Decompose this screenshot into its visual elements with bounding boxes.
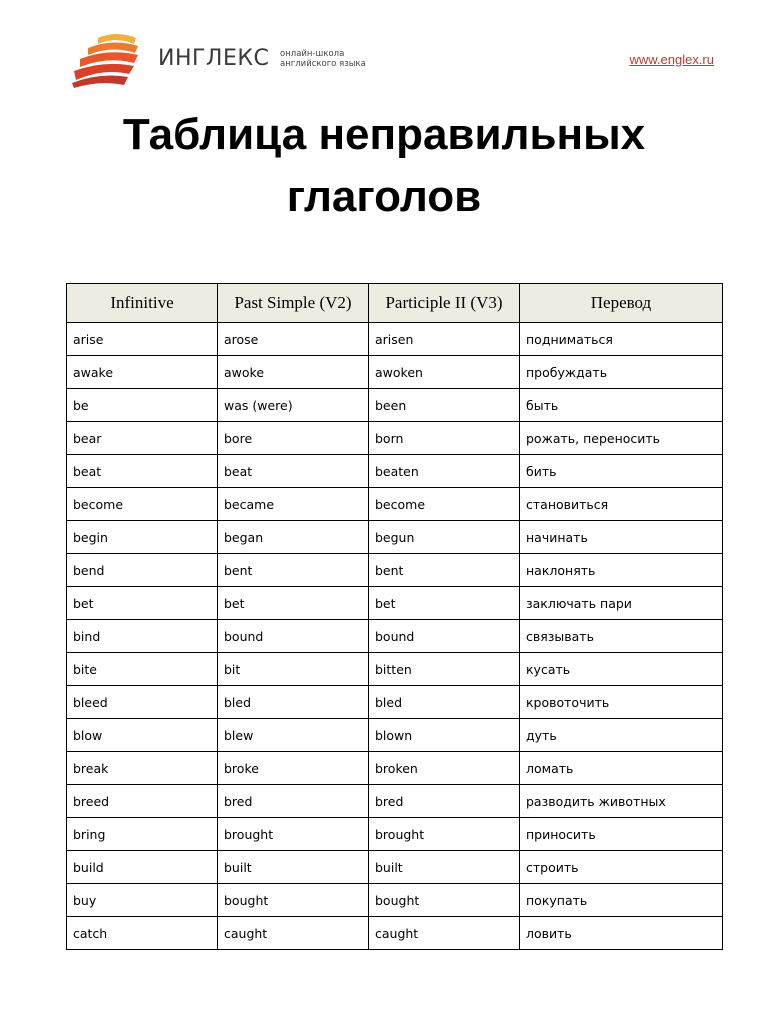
participle-cell: become (369, 488, 520, 521)
table-row (67, 818, 723, 851)
table-row (67, 884, 723, 917)
past-simple-cell: beat (218, 455, 369, 488)
past-simple-cell: bent (218, 554, 369, 587)
table-row (67, 488, 723, 521)
infinitive-cell: be (67, 389, 218, 422)
participle-cell: bitten (369, 653, 520, 686)
participle-cell: built (369, 851, 520, 884)
infinitive-cell: begin (67, 521, 218, 554)
translation-cell: ломать (520, 752, 723, 785)
infinitive-cell: bend (67, 554, 218, 587)
translation-cell: дуть (520, 719, 723, 752)
infinitive-cell: bind (67, 620, 218, 653)
infinitive-cell: arise (67, 323, 218, 356)
flag-logo-icon (72, 32, 152, 88)
participle-cell: bet (369, 587, 520, 620)
infinitive-cell: become (67, 488, 218, 521)
table-row (67, 422, 723, 455)
table-row (67, 851, 723, 884)
translation-cell: наклонять (520, 554, 723, 587)
page-title (0, 104, 768, 228)
infinitive-cell: bite (67, 653, 218, 686)
past-simple-cell: bit (218, 653, 369, 686)
past-simple-cell: bet (218, 587, 369, 620)
past-simple-cell: bound (218, 620, 369, 653)
infinitive-cell: break (67, 752, 218, 785)
table-row (67, 752, 723, 785)
translation-cell: кровоточить (520, 686, 723, 719)
infinitive-cell: breed (67, 785, 218, 818)
table-row (67, 653, 723, 686)
table-row (67, 620, 723, 653)
translation-cell: связывать (520, 620, 723, 653)
table-row (67, 356, 723, 389)
translation-cell: рожать, переносить (520, 422, 723, 455)
table-row (67, 587, 723, 620)
participle-cell: arisen (369, 323, 520, 356)
past-simple-cell: was (were) (218, 389, 369, 422)
infinitive-cell: awake (67, 356, 218, 389)
past-simple-cell: bore (218, 422, 369, 455)
infinitive-cell: build (67, 851, 218, 884)
translation-cell: приносить (520, 818, 723, 851)
past-simple-cell: bred (218, 785, 369, 818)
participle-cell: begun (369, 521, 520, 554)
table-body (67, 323, 723, 950)
infinitive-cell: beat (67, 455, 218, 488)
infinitive-cell: catch (67, 917, 218, 950)
infinitive-cell: bet (67, 587, 218, 620)
translation-cell: бить (520, 455, 723, 488)
table-header-row (67, 284, 723, 323)
past-simple-cell: brought (218, 818, 369, 851)
page-title-line1: Таблица неправильных (122, 110, 646, 159)
infinitive-cell: bear (67, 422, 218, 455)
table-row (67, 917, 723, 950)
column-header-participle: Participle II (V3) (369, 284, 520, 323)
translation-cell: пробуждать (520, 356, 723, 389)
table-row (67, 323, 723, 356)
translation-cell: быть (520, 389, 723, 422)
translation-cell: разводить животных (520, 785, 723, 818)
participle-cell: bought (369, 884, 520, 917)
participle-cell: broken (369, 752, 520, 785)
past-simple-cell: bled (218, 686, 369, 719)
table-row (67, 521, 723, 554)
table-row (67, 719, 723, 752)
translation-cell: ловить (520, 917, 723, 950)
participle-cell: bled (369, 686, 520, 719)
table-row (67, 389, 723, 422)
past-simple-cell: built (218, 851, 369, 884)
table-row (67, 455, 723, 488)
site-link[interactable]: www.englex.ru (629, 52, 714, 67)
past-simple-cell: awoke (218, 356, 369, 389)
translation-cell: подниматься (520, 323, 723, 356)
table-row (67, 554, 723, 587)
infinitive-cell: bleed (67, 686, 218, 719)
participle-cell: born (369, 422, 520, 455)
logo-tagline (280, 49, 366, 69)
infinitive-cell: blow (67, 719, 218, 752)
translation-cell: становиться (520, 488, 723, 521)
participle-cell: bred (369, 785, 520, 818)
column-header-infinitive: Infinitive (67, 284, 218, 323)
participle-cell: caught (369, 917, 520, 950)
infinitive-cell: bring (67, 818, 218, 851)
column-header-past-simple: Past Simple (V2) (218, 284, 369, 323)
translation-cell: заключать пари (520, 587, 723, 620)
participle-cell: blown (369, 719, 520, 752)
participle-cell: bound (369, 620, 520, 653)
participle-cell: beaten (369, 455, 520, 488)
past-simple-cell: became (218, 488, 369, 521)
translation-cell: кусать (520, 653, 723, 686)
logo-tagline-line2: английского языка (280, 59, 366, 69)
table-row (67, 785, 723, 818)
translation-cell: покупать (520, 884, 723, 917)
participle-cell: been (369, 389, 520, 422)
translation-cell: строить (520, 851, 723, 884)
logo-tagline-line1: онлайн-школа (280, 49, 345, 59)
past-simple-cell: broke (218, 752, 369, 785)
infinitive-cell: buy (67, 884, 218, 917)
page-header (72, 32, 714, 88)
logo-name: ИНГЛЕКС (158, 46, 270, 71)
column-header-translation: Перевод (520, 284, 723, 323)
englex-logo[interactable] (72, 32, 372, 88)
participle-cell: brought (369, 818, 520, 851)
page-title-line2: глаголов (286, 172, 482, 221)
participle-cell: bent (369, 554, 520, 587)
past-simple-cell: blew (218, 719, 369, 752)
table-row (67, 686, 723, 719)
past-simple-cell: caught (218, 917, 369, 950)
past-simple-cell: began (218, 521, 369, 554)
irregular-verbs-table (66, 283, 723, 950)
past-simple-cell: bought (218, 884, 369, 917)
participle-cell: awoken (369, 356, 520, 389)
translation-cell: начинать (520, 521, 723, 554)
past-simple-cell: arose (218, 323, 369, 356)
